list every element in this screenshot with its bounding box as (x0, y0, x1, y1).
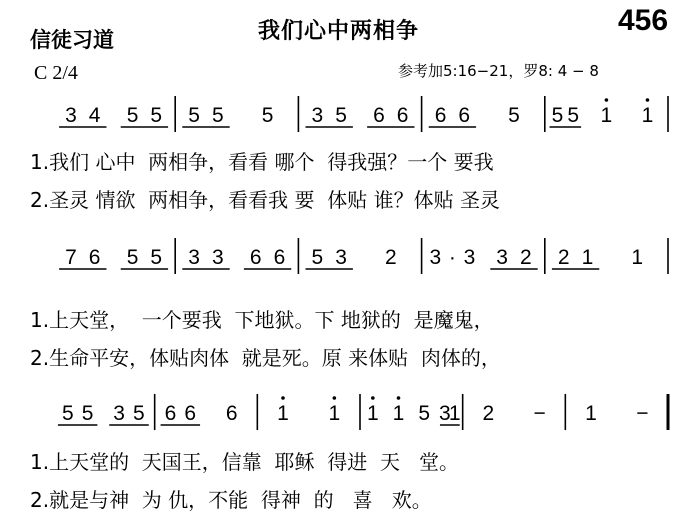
note: 5 (212, 104, 224, 127)
note: 5 (133, 402, 145, 425)
system2-lyric-verse2: 2.生命平安，体贴肉体 就是死。原 来体贴 肉体的， (30, 346, 501, 370)
note: 2 (520, 246, 532, 269)
high-octave-dot (371, 396, 375, 400)
note: 6 (249, 246, 262, 269)
note: 5 (126, 246, 139, 269)
note: 5 (311, 246, 324, 269)
note: 6 (373, 104, 385, 127)
high-octave-dot (281, 396, 285, 400)
hymn-number: 456 (618, 4, 669, 37)
system2-lyric-verse1: 1.上天堂， 一个要我 下地狱。下 地狱的 是魔鬼， (30, 308, 494, 332)
note: 6 (164, 402, 177, 425)
note: 5 (335, 104, 347, 127)
note: 5 (551, 104, 564, 127)
system1-lyric-verse1: 1.我们 心中 两相争，看看 哪个 得我强？一个 要我 (30, 150, 494, 174)
system3-lyric-verse2: 2.就是与神 为 仇，不能 得神 的 喜 欢。 (30, 488, 432, 512)
note: 3 (463, 246, 476, 269)
note: 5 (567, 104, 580, 127)
note: 1 (366, 402, 379, 425)
note: 1 (600, 104, 613, 127)
note: 6 (396, 104, 409, 127)
note: 6 (88, 246, 101, 269)
note: 6 (458, 104, 471, 127)
high-octave-dot (397, 396, 401, 400)
note: 5 (261, 104, 274, 127)
note: 7 (65, 246, 77, 269)
system1-lyric-verse2: 2.圣灵 情欲 两相争，看看我 要 体贴 谁？体贴 圣灵 (30, 188, 500, 212)
note: 3 (429, 246, 442, 269)
note: 1 (277, 402, 289, 425)
note: 6 (184, 402, 197, 425)
note: 6 (273, 246, 286, 269)
note: 3 (311, 104, 324, 127)
note: 1 (328, 402, 341, 425)
note: 1 (585, 402, 597, 425)
note: 2 (384, 246, 397, 269)
note: 6 (225, 402, 238, 425)
note: 1 (448, 402, 461, 425)
note: 5 (81, 402, 94, 425)
note: 2 (557, 246, 570, 269)
note: 5 (188, 104, 200, 127)
note: 3 (65, 104, 77, 127)
note: 1 (641, 104, 654, 127)
dash: − (636, 402, 649, 425)
note: 5 (126, 104, 139, 127)
book-section-label: 信徒习道 (30, 28, 114, 52)
hymn-title: 我们心中两相争 (258, 19, 420, 44)
note: 5 (61, 402, 74, 425)
note: 5 (418, 402, 431, 425)
note: 1 (631, 246, 644, 269)
note: 3 (439, 402, 451, 425)
note: 6 (434, 104, 447, 127)
dash: − (533, 402, 546, 425)
note: 4 (88, 104, 101, 127)
note: 1 (581, 246, 594, 269)
note: 3 (113, 402, 125, 425)
note: 3 (212, 246, 224, 269)
key-time-signature: C 2/4 (34, 62, 78, 84)
dot: · (448, 246, 456, 269)
high-octave-dot (605, 98, 609, 102)
high-octave-dot (646, 98, 650, 102)
note: 5 (508, 104, 520, 127)
high-octave-dot (333, 396, 337, 400)
note: 1 (392, 402, 405, 425)
note: 2 (482, 402, 495, 425)
scripture-reference: 参考加5:16−21，罗8: 4 − 8 (398, 62, 599, 80)
note: 3 (335, 246, 347, 269)
note: 5 (150, 246, 163, 269)
system3-lyric-verse1: 1.上天堂的 天国王，信靠 耶稣 得进 天 堂。 (30, 450, 460, 474)
note: 5 (150, 104, 163, 127)
note: 3 (188, 246, 200, 269)
note: 3 (496, 246, 508, 269)
